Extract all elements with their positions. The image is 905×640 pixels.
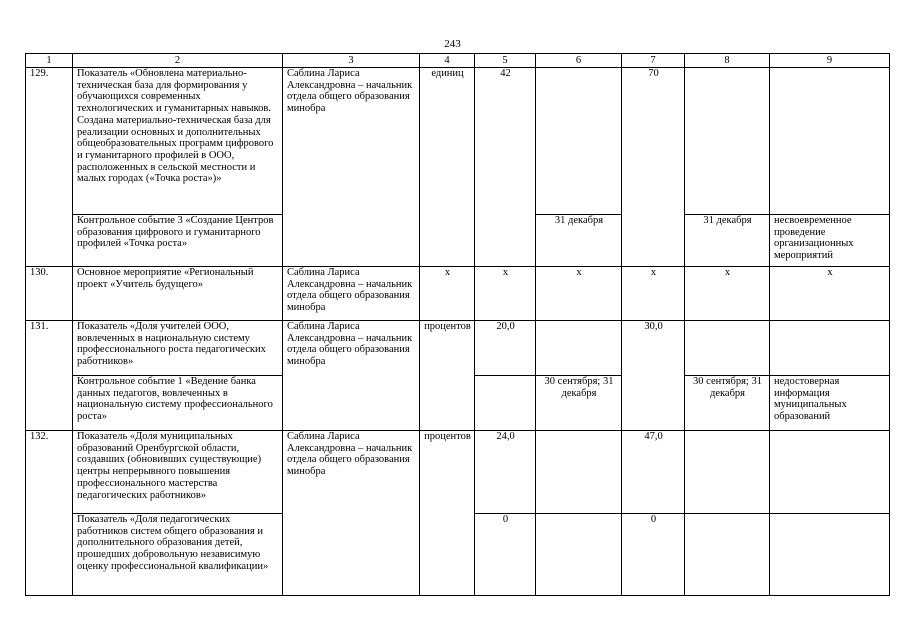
value-col5	[475, 376, 536, 431]
control-event-text: Контрольное событие 1 «Ведение банка данных педагогов, вовлеченных в национальную систему профессионального роста»	[73, 376, 283, 431]
col-header-4: 4	[420, 54, 475, 68]
value-col9	[770, 321, 890, 376]
responsible-person: Саблина Лариса Александровна – начальник отдела общего образования минобра	[283, 68, 420, 267]
value-col8	[685, 68, 770, 215]
table-row	[26, 267, 890, 321]
value-col6	[536, 514, 622, 596]
unit: единиц	[420, 68, 475, 267]
value-col5: 42	[475, 68, 536, 267]
value-col8	[685, 431, 770, 514]
value-col9	[770, 431, 890, 514]
value-col6	[536, 321, 622, 376]
value-col9	[770, 514, 890, 596]
col-header-2: 2	[73, 54, 283, 68]
value-col9	[770, 68, 890, 215]
row-number: 131.	[26, 321, 73, 431]
row-number: 130.	[26, 267, 73, 321]
responsible-person: Саблина Лариса Александровна – начальник отдела общего образования минобра	[283, 431, 420, 596]
indicator-text: Основное мероприятие «Региональный проект «Учитель будущего»	[73, 267, 283, 321]
value-col5: 20,0	[475, 321, 536, 376]
value-col6	[536, 431, 622, 514]
value-col6: 30 сентября; 31 декабря	[536, 376, 622, 431]
col-header-7: 7	[622, 54, 685, 68]
value-col6: 31 декабря	[536, 215, 622, 267]
table-row	[26, 68, 890, 215]
value-col7: 30,0	[622, 321, 685, 431]
value-col8: 30 сентября; 31 декабря	[685, 376, 770, 431]
table-row	[26, 321, 890, 376]
indicator-text: Показатель «Доля педагогических работников систем общего образования и дополнительного образования детей, прошедших добровольную независимую оценку профессиональной квалификации»	[73, 514, 283, 596]
page-number: 243	[444, 38, 461, 50]
row-number: 129.	[26, 68, 73, 267]
value-col7: 0	[622, 514, 685, 596]
value-col7: 70	[622, 68, 685, 267]
value-col7: х	[622, 267, 685, 321]
col-header-3: 3	[283, 54, 420, 68]
value-col6	[536, 68, 622, 215]
value-col5: 24,0	[475, 431, 536, 514]
col-header-5: 5	[475, 54, 536, 68]
value-col8	[685, 321, 770, 376]
value-col5: 0	[475, 514, 536, 596]
value-col8: 31 декабря	[685, 215, 770, 267]
col-header-6: 6	[536, 54, 622, 68]
value-col9: недостоверная информация муниципальных образований	[770, 376, 890, 431]
responsible-person: Саблина Лариса Александровна – начальник отдела общего образования минобра	[283, 267, 420, 321]
indicator-text: Показатель «Доля муниципальных образований Оренбургской области, создавших (обновивших существующие) центры непрерывного повышения профессионального мастерства педагогических работников»	[73, 431, 283, 514]
row-number: 132.	[26, 431, 73, 596]
col-header-1: 1	[26, 54, 73, 68]
value-col7: 47,0	[622, 431, 685, 514]
value-col9: х	[770, 267, 890, 321]
indicator-text: Показатель «Доля учителей ООО, вовлеченных в национальную систему профессионального роста педагогических работников»	[73, 321, 283, 376]
value-col8: х	[685, 267, 770, 321]
header-row	[26, 54, 890, 68]
value-col9: несвоевременное проведение организационных мероприятий	[770, 215, 890, 267]
unit: процентов	[420, 321, 475, 431]
table-row	[26, 431, 890, 514]
unit: процентов	[420, 431, 475, 596]
col-header-9: 9	[770, 54, 890, 68]
value-col8	[685, 514, 770, 596]
responsible-person: Саблина Лариса Александровна – начальник отдела общего образования минобра	[283, 321, 420, 431]
indicator-text: Показатель «Обновлена материально-техническая база для формирования у обучающихся современных технологических и гуманитарных навыков. Создана материально-техническая база для реализации основных и дополнительных общеобразовательных программ цифрового и гуманитарного профилей в ООО, расположенных в сельской местности и малых городах («Точка роста»)»	[73, 68, 283, 215]
unit: х	[420, 267, 475, 321]
col-header-8: 8	[685, 54, 770, 68]
control-event-text: Контрольное событие 3 «Создание Центров образования цифрового и гуманитарного профилей «Точка роста»	[73, 215, 283, 267]
value-col5: х	[475, 267, 536, 321]
value-col6: х	[536, 267, 622, 321]
data-table	[25, 53, 890, 596]
